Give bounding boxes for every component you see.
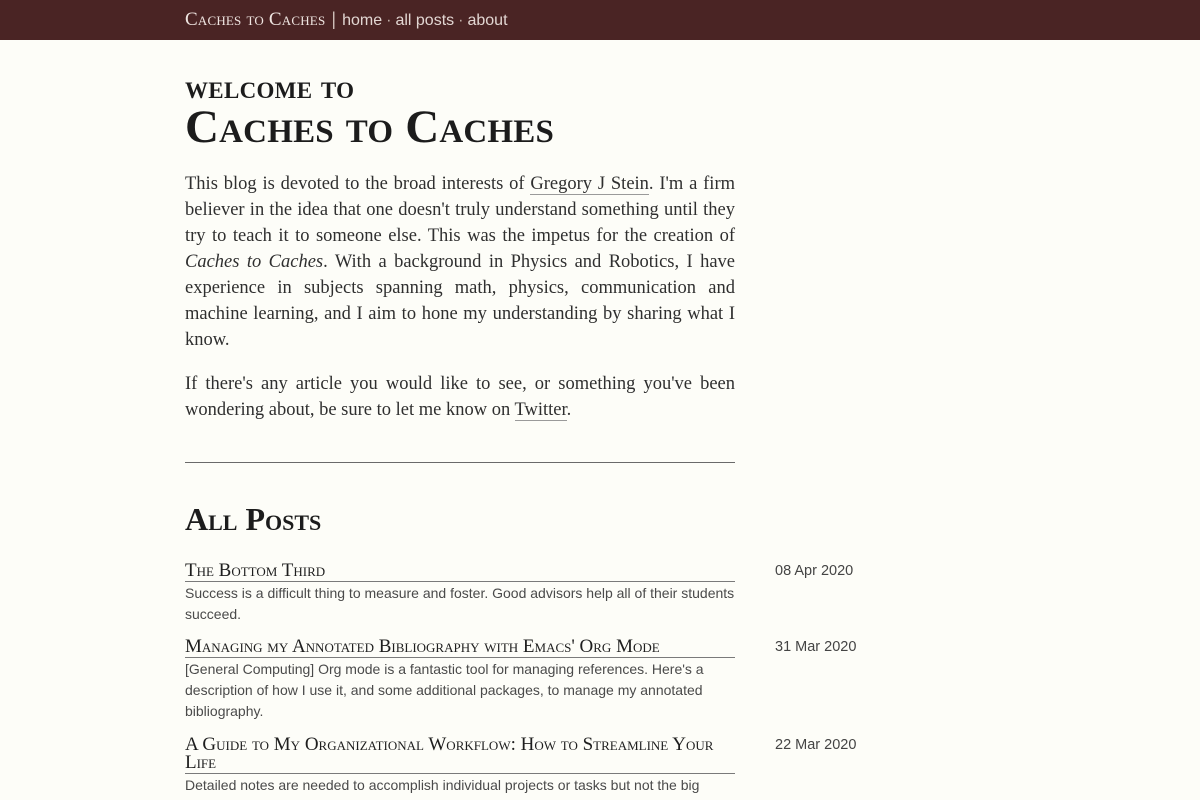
post-date: 08 Apr 2020 xyxy=(775,563,854,579)
twitter-link[interactable]: Twitter xyxy=(514,400,567,420)
intro-paragraph-1 xyxy=(185,171,735,353)
nav-dot: · xyxy=(386,12,392,29)
blog-name-emphasis: Caches to Caches xyxy=(185,252,324,272)
post-title-link[interactable]: Managing my Annotated Bibliography with Emacs' Org Mode xyxy=(185,638,735,658)
post-title-link[interactable]: The Bottom Third xyxy=(185,562,735,582)
intro-text xyxy=(185,171,735,441)
post-date: 22 Mar 2020 xyxy=(775,737,857,753)
post-item xyxy=(185,638,885,722)
site-title: Caches to Caches xyxy=(185,101,555,153)
top-nav xyxy=(185,9,508,31)
post-item xyxy=(185,736,885,796)
nav-dot: · xyxy=(458,12,464,29)
intro-text-segment: . xyxy=(566,400,572,420)
top-nav-bar xyxy=(0,0,1200,40)
nav-link-home[interactable]: home xyxy=(342,12,383,29)
post-item xyxy=(185,562,885,625)
intro-text-segment: If there's any article you would like to see, or something you've been wondering about, be sure to let me know on xyxy=(185,374,735,420)
post-description: Detailed notes are needed to accomplish individual projects or tasks but not the big xyxy=(185,777,700,793)
post-description: Success is a difficult thing to measure and foster. Good advisors help all of their students succeed. xyxy=(185,585,735,622)
post-title-link[interactable]: A Guide to My Organizational Workflow: How to Streamline Your Life xyxy=(185,736,735,774)
author-link[interactable]: Gregory J Stein xyxy=(530,174,649,194)
brand-link[interactable]: Caches to Caches xyxy=(185,9,326,30)
post-date: 31 Mar 2020 xyxy=(775,639,857,655)
all-posts-heading: All Posts xyxy=(185,501,322,537)
intro-text-segment: . I'm a firm believer in the idea that one doesn't truly understand something until they try to teach it to someone else. This was the impetus for the creation of xyxy=(185,174,735,246)
post-description: [General Computing] Org mode is a fantastic tool for managing references. Here's a description of how I use it, and some additional packages, to manage my annotated bibliography. xyxy=(185,661,704,719)
intro-text-segment: . With a background in Physics and Robotics, I have experience in subjects spanning math, physics, communication and machine learning, and I aim to hone my understanding by sharing what I know. xyxy=(185,252,735,350)
nav-separator: | xyxy=(331,9,337,29)
nav-link-all-posts[interactable]: all posts xyxy=(395,12,455,29)
welcome-heading: welcome to xyxy=(185,70,355,106)
section-divider xyxy=(185,462,735,463)
intro-text-segment: This blog is devoted to the broad interests of xyxy=(185,174,531,194)
nav-link-about[interactable]: about xyxy=(467,12,508,29)
intro-paragraph-2 xyxy=(185,371,735,423)
